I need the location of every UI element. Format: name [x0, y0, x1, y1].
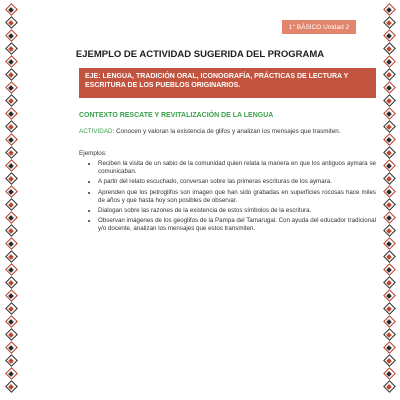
andean-diamond-pattern-icon [6, 134, 17, 145]
andean-diamond-pattern-icon [384, 82, 395, 93]
andean-diamond-pattern-icon [6, 290, 17, 301]
activity-text: : Conocen y valoran la existencia de glifos y analizan los mensajes que trasmiten. [112, 128, 341, 135]
examples-label: Ejemplos: [79, 150, 107, 157]
examples-list [79, 160, 376, 236]
activity-label: ACTIVIDAD [79, 128, 113, 135]
andean-diamond-pattern-icon [6, 147, 17, 158]
activity-description [79, 128, 379, 135]
andean-diamond-pattern-icon [6, 95, 17, 106]
andean-diamond-pattern-icon [6, 277, 17, 288]
right-decorative-border [382, 0, 396, 400]
andean-diamond-pattern-icon [6, 342, 17, 353]
andean-diamond-pattern-icon [6, 4, 17, 15]
andean-diamond-pattern-icon [6, 225, 17, 236]
andean-diamond-pattern-icon [384, 342, 395, 353]
andean-diamond-pattern-icon [6, 381, 17, 392]
andean-diamond-pattern-icon [384, 95, 395, 106]
andean-diamond-pattern-icon [6, 199, 17, 210]
andean-diamond-pattern-icon [6, 316, 17, 327]
andean-diamond-pattern-icon [384, 30, 395, 41]
andean-diamond-pattern-icon [384, 186, 395, 197]
list-item: • Aprenden que los petroglifos son imagen que han sido grabadas en superficies rocosas hace miles de años y que hasta hoy son posibles de observar. [98, 189, 376, 205]
andean-diamond-pattern-icon [6, 212, 17, 223]
andean-diamond-pattern-icon [384, 277, 395, 288]
andean-diamond-pattern-icon [384, 303, 395, 314]
andean-diamond-pattern-icon [384, 121, 395, 132]
page-title: EJEMPLO DE ACTIVIDAD SUGERIDA DEL PROGRAMA [75, 49, 325, 60]
context-heading: CONTEXTO RESCATE Y REVITALIZACIÓN DE LA LENGUA [79, 112, 274, 119]
andean-diamond-pattern-icon [384, 17, 395, 28]
unit-tag: 1° BÁSICO Unidad 2 [282, 20, 356, 34]
andean-diamond-pattern-icon [384, 173, 395, 184]
list-item: • Reciben la visita de un sabio de la comunidad quien relata la manera en que los antiguos aymara se comunicaban. [98, 160, 376, 176]
andean-diamond-pattern-icon [6, 238, 17, 249]
list-item: • Dialogan sobre las razones de la existencia de estos símbolos de la escritura. [98, 207, 376, 215]
andean-diamond-pattern-icon [384, 238, 395, 249]
eje-banner: EJE: LENGUA, TRADICIÓN ORAL, ICONOGRAFÍA, PRÁCTICAS DE LECTURA Y ESCRITURA DE LOS PUEBLOS ORIGINARIOS. [79, 68, 376, 98]
andean-diamond-pattern-icon [384, 225, 395, 236]
andean-diamond-pattern-icon [384, 147, 395, 158]
andean-diamond-pattern-icon [384, 381, 395, 392]
left-decorative-border [4, 0, 18, 400]
andean-diamond-pattern-icon [6, 30, 17, 41]
andean-diamond-pattern-icon [384, 199, 395, 210]
andean-diamond-pattern-icon [6, 251, 17, 262]
andean-diamond-pattern-icon [6, 329, 17, 340]
andean-diamond-pattern-icon [384, 4, 395, 15]
andean-diamond-pattern-icon [384, 108, 395, 119]
list-item: • Observan imágenes de los geoglifos de la Pampa del Tamarugal. Con ayuda del educador tradicional y/o docente, analizan los mensajes que estos transmiten. [98, 217, 376, 233]
andean-diamond-pattern-icon [384, 316, 395, 327]
list-item: • A partir del relato escuchado, conversan sobre las primeras escrituras de los aymara. [98, 178, 376, 186]
andean-diamond-pattern-icon [6, 355, 17, 366]
andean-diamond-pattern-icon [6, 121, 17, 132]
andean-diamond-pattern-icon [6, 82, 17, 93]
andean-diamond-pattern-icon [384, 69, 395, 80]
andean-diamond-pattern-icon [384, 212, 395, 223]
andean-diamond-pattern-icon [6, 108, 17, 119]
andean-diamond-pattern-icon [384, 264, 395, 275]
andean-diamond-pattern-icon [384, 355, 395, 366]
andean-diamond-pattern-icon [384, 251, 395, 262]
andean-diamond-pattern-icon [6, 368, 17, 379]
andean-diamond-pattern-icon [6, 17, 17, 28]
andean-diamond-pattern-icon [6, 186, 17, 197]
andean-diamond-pattern-icon [6, 69, 17, 80]
andean-diamond-pattern-icon [384, 160, 395, 171]
andean-diamond-pattern-icon [6, 303, 17, 314]
andean-diamond-pattern-icon [6, 264, 17, 275]
andean-diamond-pattern-icon [384, 290, 395, 301]
andean-diamond-pattern-icon [6, 160, 17, 171]
andean-diamond-pattern-icon [384, 368, 395, 379]
andean-diamond-pattern-icon [384, 134, 395, 145]
andean-diamond-pattern-icon [6, 173, 17, 184]
andean-diamond-pattern-icon [384, 329, 395, 340]
